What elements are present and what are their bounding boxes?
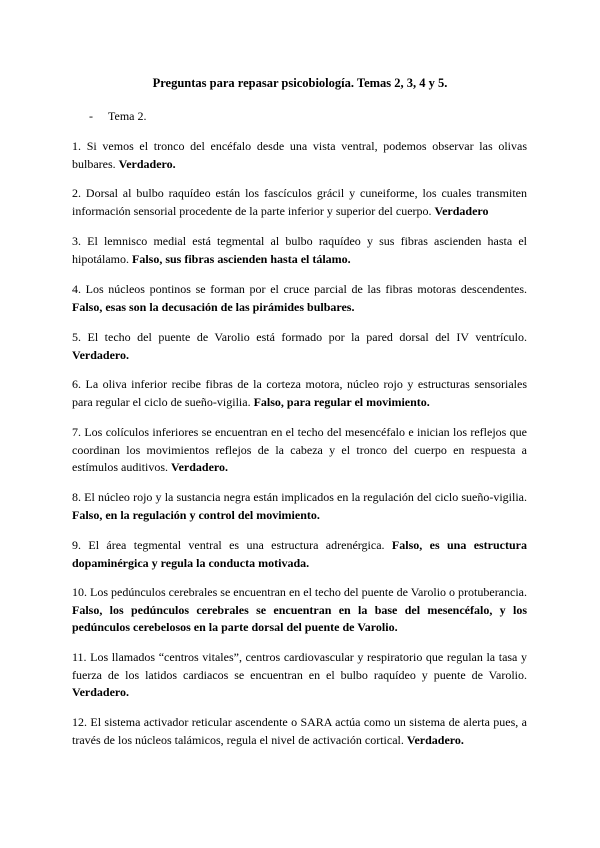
question-answer: Verdadero <box>434 203 489 218</box>
question-10 <box>72 584 527 637</box>
question-answer: Falso, para regular el movimiento. <box>253 394 430 409</box>
question-text: 10. Los pedúnculos cerebrales se encuentran en el techo del puente de Varolio o protuberancia. <box>72 585 527 599</box>
question-answer: Verdadero. <box>72 685 129 699</box>
question-4 <box>72 281 527 316</box>
question-11 <box>72 649 527 702</box>
question-answer: Falso, en la regulación y control del movimiento. <box>72 507 320 522</box>
question-text: 11. Los llamados “centros vitales”, centros cardiovascular y respiratorio que regulan la tasa y fuerza de los latidos cardiacos se encuentran en el bulbo raquídeo y puente de Varolio. <box>72 650 527 682</box>
section-label: Tema 2. <box>108 109 147 123</box>
question-5 <box>72 329 527 364</box>
question-6 <box>72 376 527 411</box>
question-answer: Verdadero. <box>72 347 129 362</box>
question-1 <box>72 138 527 173</box>
question-text: 3. El lemnisco medial está tegmental al bulbo raquídeo y sus fibras ascienden hasta el hipotálamo. <box>72 234 527 266</box>
question-text: 6. La oliva inferior recibe fibras de la corteza motora, núcleo rojo y estructuras sensoriales para regular el ciclo de sueño-vigilia. <box>72 377 527 409</box>
question-answer: Verdadero. <box>118 156 176 171</box>
document-title: Preguntas para repasar psicobiología. Temas 2, 3, 4 y 5. <box>152 76 448 90</box>
question-answer: Falso, es una estructura dopaminérgica y regula la conducta motivada. <box>72 538 528 570</box>
question-12 <box>72 714 527 749</box>
question-7 <box>72 424 527 477</box>
question-8 <box>72 489 527 524</box>
question-answer: Verdadero. <box>406 732 464 747</box>
question-answer: Falso, sus fibras ascienden hasta el tálamo. <box>132 251 351 266</box>
question-text: 2. Dorsal al bulbo raquídeo están los fascículos grácil y cuneiforme, los cuales transmiten información sensorial procedente de la parte inferior y superior del cuerpo. <box>72 186 527 218</box>
question-text: 12. El sistema activador reticular ascendente o SARA actúa como un sistema de alerta pues, a través de los núcleos talámicos, regula el nivel de activación cortical. <box>72 715 527 747</box>
section-heading <box>89 108 146 124</box>
question-3 <box>72 233 527 268</box>
question-answer: Verdadero. <box>171 460 228 474</box>
question-answer: Falso, esas son la decusación de las pirámides bulbares. <box>72 299 355 314</box>
question-text: 7. Los colículos inferiores se encuentran en el techo del mesencéfalo e inician los reflejos que coordinan los movimientos reflejos de la cabeza y el tronco del cuerpo en respuesta a estímulos auditivos. <box>72 425 527 474</box>
question-text: 9. El área tegmental ventral es una estructura adrenérgica. <box>72 538 385 552</box>
question-9 <box>72 537 527 572</box>
question-text: 8. El núcleo rojo y la sustancia negra están implicados en la regulación del ciclo sueño-vigilia. <box>72 490 527 504</box>
question-text: 4. Los núcleos pontinos se forman por el cruce parcial de las fibras motoras descendentes. <box>72 282 527 296</box>
question-2 <box>72 185 527 220</box>
question-text: 1. Si vemos el tronco del encéfalo desde una vista ventral, podemos observar las olivas bulbares. <box>72 139 527 171</box>
bullet-dash: - <box>89 109 93 123</box>
question-answer: Falso, los pedúnculos cerebrales se encuentran en la base del mesencéfalo, y los pedúnculos cerebelosos en la parte dorsal del puente de Varolio. <box>72 602 527 634</box>
question-text: 5. El techo del puente de Varolio está formado por la pared dorsal del IV ventrículo. <box>72 330 527 344</box>
